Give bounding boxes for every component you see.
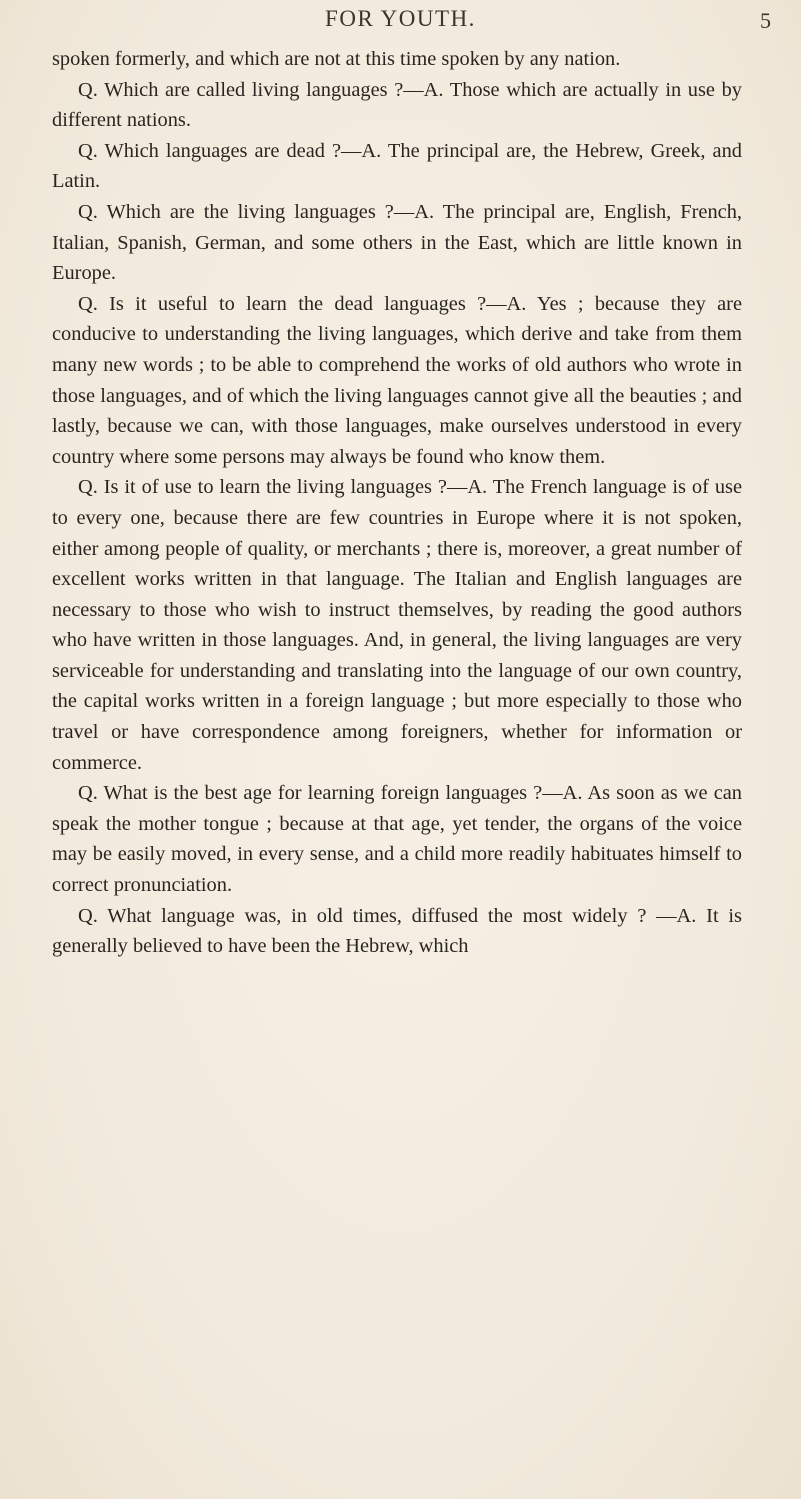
paragraph-useful-dead: Q. Is it useful to learn the dead languages ?—A. Yes ; because they are conducive to understanding the living languages, which derive and take from them many new words ; to be able to comprehend the works of old authors who wrote in those languages, and of which the living languages cannot give all the beauties ; and lastly, because we can, with those languages, make ourselves understood in every country where some persons may always be found who know them. (52, 292, 742, 468)
paragraph-principal-living: Q. Which are the living languages ?—A. The principal are, English, French, Italian, Spanish, German, and some others in the East, which are little known in Europe. (52, 200, 742, 285)
paragraph-old-times: Q. What language was, in old times, diffused the most widely ? —A. It is generally believed to have been the Hebrew, which (52, 904, 742, 958)
paragraph-best-age: Q. What is the best age for learning foreign languages ?—A. As soon as we can speak the mother tongue ; because at that age, yet tender, the organs of the voice may be easily moved, in every sense, and a child more readily habituates himself to correct pronunciation. (52, 782, 742, 897)
running-title: FOR YOUTH. (325, 6, 476, 31)
paragraph-use-living: Q. Is it of use to learn the living languages ?—A. The French language is of use to every one, because there are few countries in Europe where it is not spoken, either among people of quality, or merchants ; there is, moreover, a great number of excellent works written in that language. The Italian and English languages are necessary to those who wish to instruct themselves, by reading the good authors who have written in those languages. And, in general, the living languages are very serviceable for understanding and translating into the language of our own country, the capital works written in a foreign language ; but more especially to those who travel or have correspondence among foreigners, whether for information or commerce. (52, 476, 742, 774)
page-number: 5 (760, 8, 771, 33)
paragraph-continuation: spoken formerly, and which are not at this time spoken by any nation. (52, 48, 621, 70)
body-text (52, 44, 742, 962)
page-header (0, 0, 801, 40)
paragraph-living-languages: Q. Which are called living languages ?—A. Those which are actually in use by different nations. (52, 78, 742, 132)
paragraph-dead-languages: Q. Which languages are dead ?—A. The principal are, the Hebrew, Greek, and Latin. (52, 139, 742, 193)
